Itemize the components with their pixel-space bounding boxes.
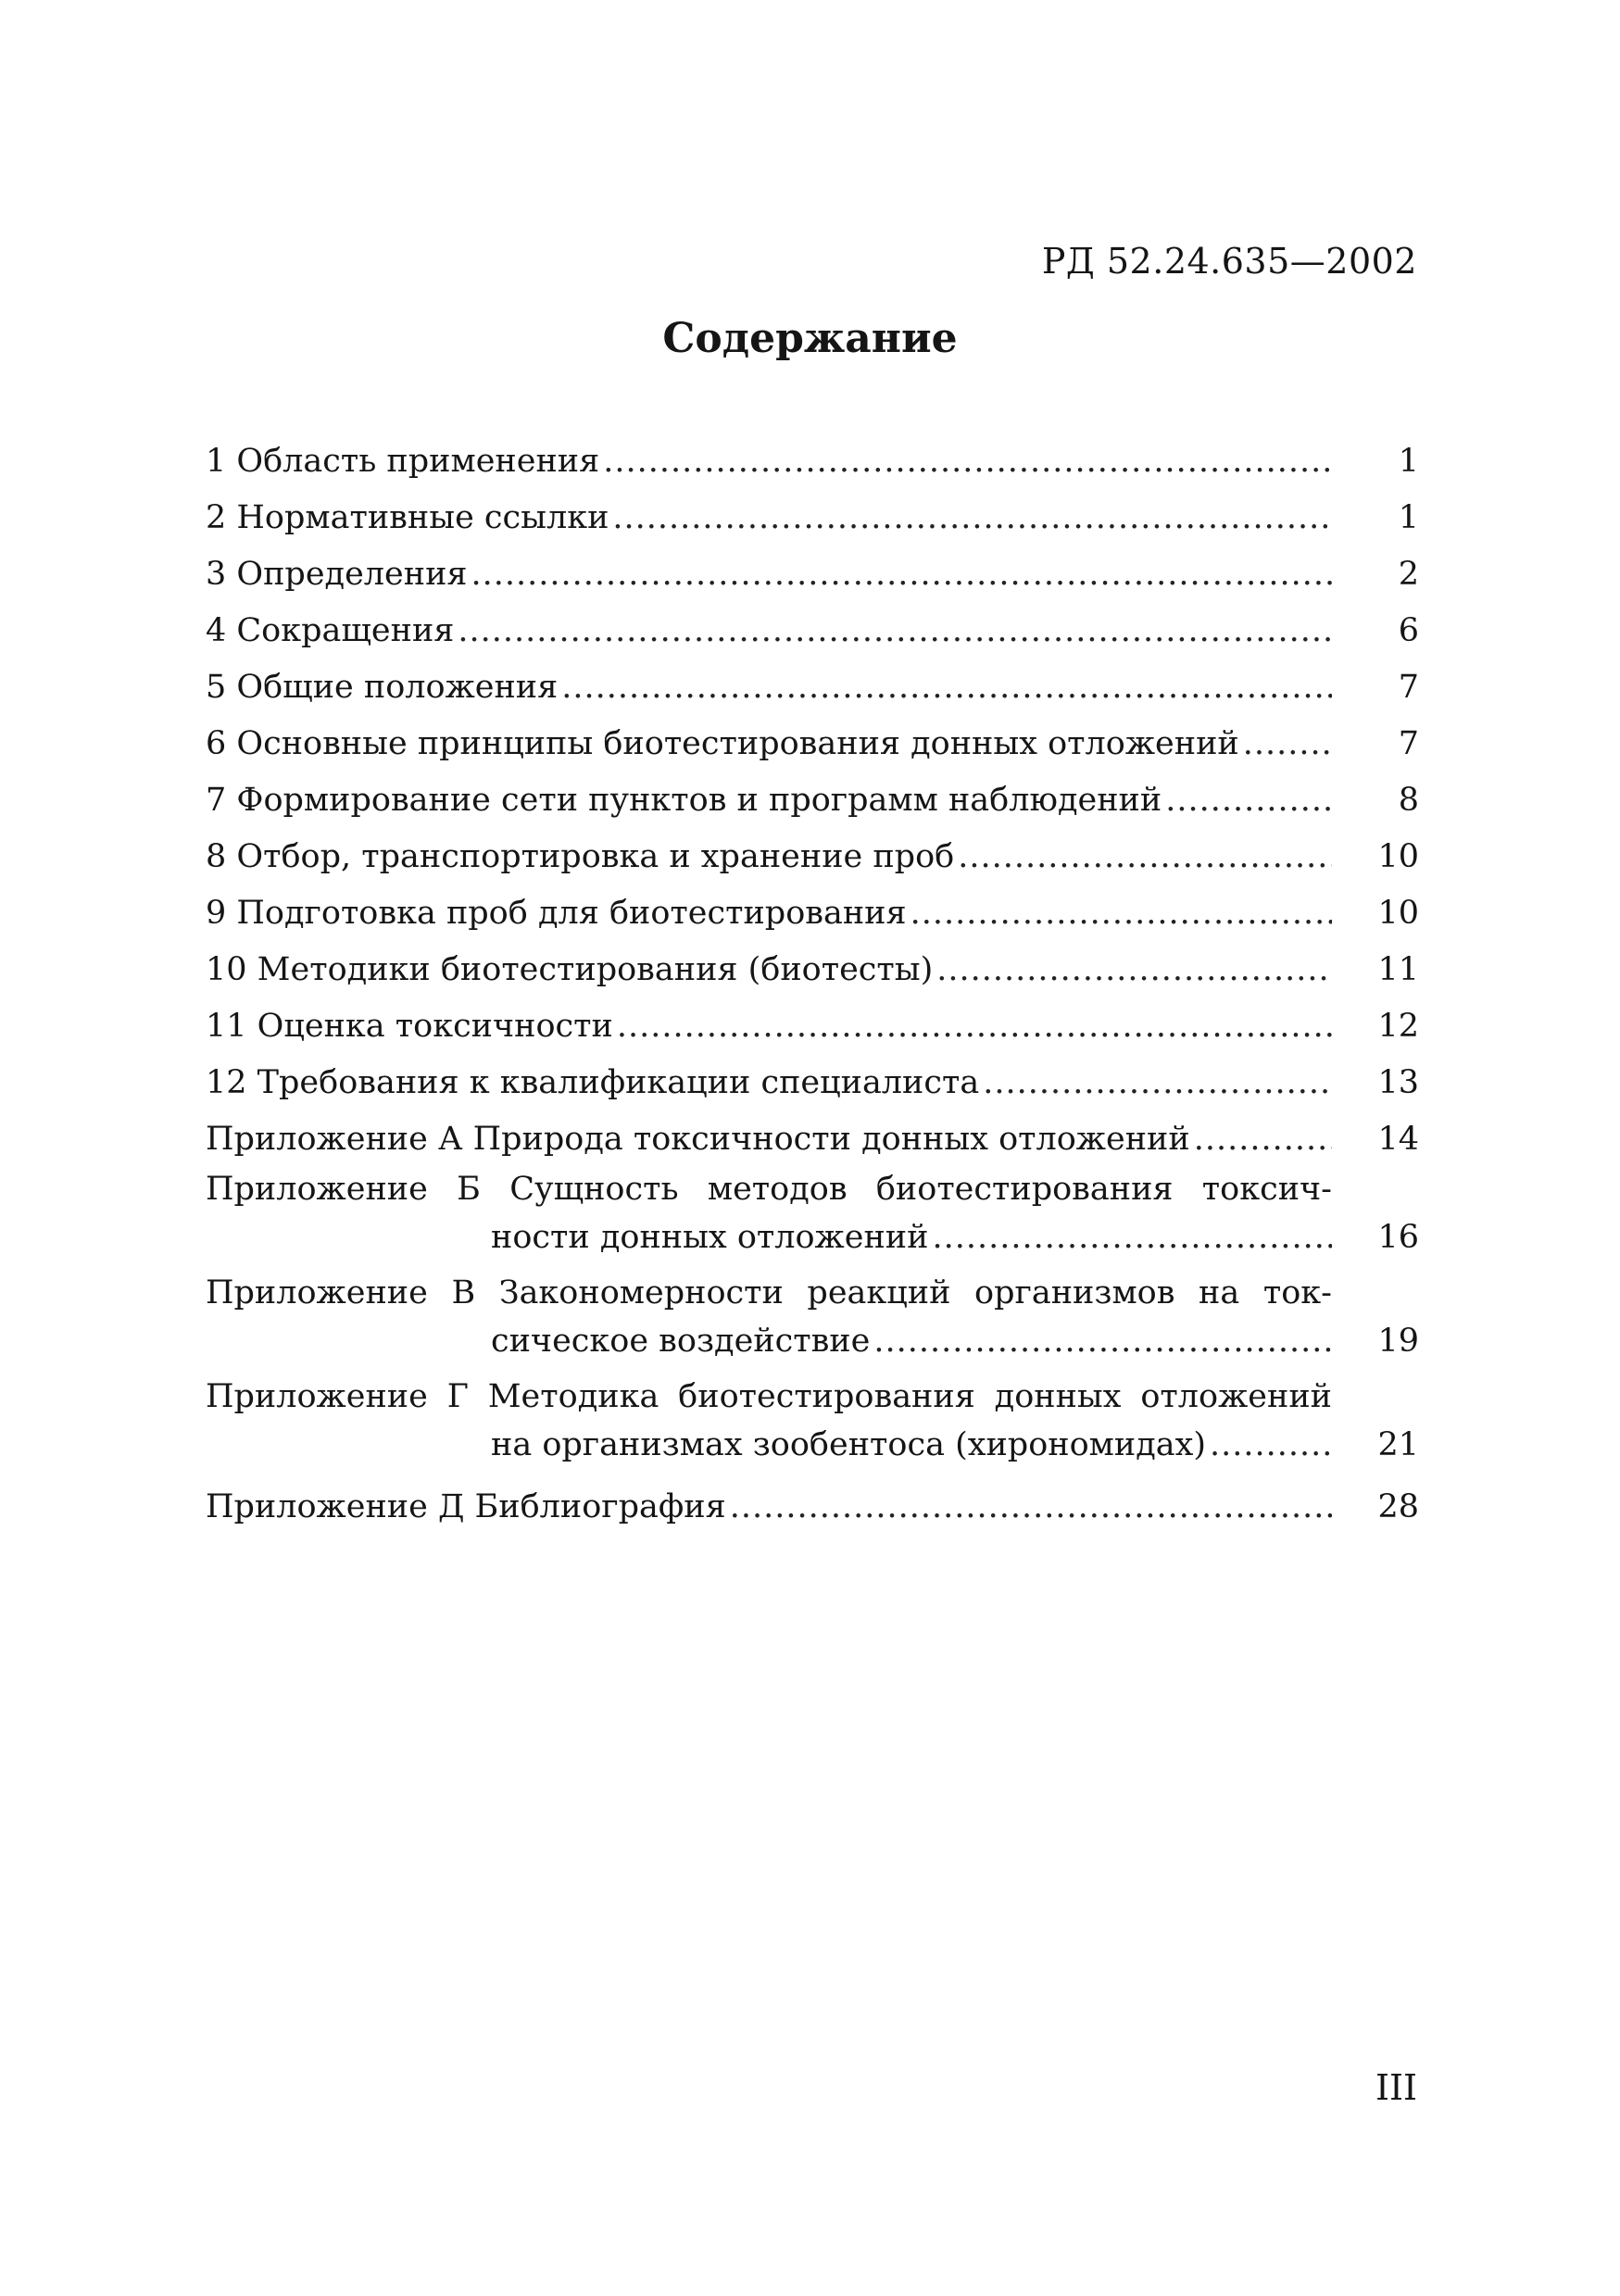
toc-entry-page: 2 <box>1398 556 1419 593</box>
page-title: Содержание <box>662 315 958 362</box>
toc-entry-text: 12 Требования к квалификации специалиста <box>206 1064 980 1101</box>
toc-entry-text: Приложение Д Библиография <box>206 1488 726 1525</box>
toc-entry-text: 5 Общие положения <box>206 669 559 706</box>
toc-entry-page: 13 <box>1377 1064 1419 1101</box>
toc-entry-page: 21 <box>1377 1426 1419 1463</box>
toc-entry[interactable] <box>206 657 1419 713</box>
toc-entry[interactable] <box>206 1052 1419 1109</box>
toc-entry-text: 8 Отбор, транспортировка и хранение проб <box>206 838 955 875</box>
toc-entry-text: 7 Формирование сети пунктов и программ наблюдений <box>206 782 1162 819</box>
dot-leader <box>873 1317 1332 1365</box>
toc-entry-text-line1: Приложение Г Методика биотестирования донных отложений <box>206 1378 1332 1415</box>
toc-entry-text: 1 Область применения <box>206 443 600 480</box>
dot-leader <box>617 1001 1332 1052</box>
toc-entry-page: 12 <box>1377 1008 1419 1045</box>
dot-leader <box>612 493 1332 544</box>
dot-leader <box>1210 1421 1332 1469</box>
toc-entry-page: 19 <box>1377 1323 1419 1360</box>
toc-entry-text: 10 Методики биотестирования (биотесты) <box>206 951 934 988</box>
toc-entry-page: 6 <box>1398 612 1419 649</box>
toc-entry[interactable] <box>206 770 1419 826</box>
toc-entry-text-line1: Приложение Б Сущность методов биотестирования токсич- <box>206 1171 1332 1208</box>
toc-entry[interactable] <box>206 1476 1419 1533</box>
toc-entry[interactable] <box>206 600 1419 657</box>
document-code: РД 52.24.635—2002 <box>1041 241 1417 282</box>
toc-entry-page: 7 <box>1398 669 1419 706</box>
toc-entry-appendix[interactable] <box>206 1269 1419 1365</box>
toc-entry[interactable] <box>206 713 1419 770</box>
toc-entry[interactable] <box>206 487 1419 544</box>
page-number: III <box>1375 2067 1417 2108</box>
toc-entry-text-line2: сическое воздействие <box>491 1323 871 1360</box>
toc-entry-text-line2: ности донных отложений <box>491 1219 929 1256</box>
dot-leader <box>936 945 1332 996</box>
toc-entry[interactable] <box>206 431 1419 487</box>
dot-leader <box>603 436 1332 487</box>
dot-leader <box>910 888 1332 939</box>
toc-entry-text: 3 Определения <box>206 556 468 593</box>
toc-entry-text: 9 Подготовка проб для биотестирования <box>206 895 907 932</box>
toc-entry[interactable] <box>206 996 1419 1052</box>
toc-entry-page: 10 <box>1377 838 1419 875</box>
toc-entry-page: 1 <box>1398 499 1419 536</box>
dot-leader <box>1165 775 1332 826</box>
toc-entry-text-line2: на организмах зообентоса (хирономидах) <box>491 1426 1207 1463</box>
table-of-contents <box>206 431 1419 1533</box>
toc-entry[interactable] <box>206 883 1419 939</box>
toc-entry[interactable] <box>206 826 1419 883</box>
toc-entry-appendix[interactable] <box>206 1373 1419 1469</box>
toc-entry[interactable] <box>206 544 1419 600</box>
dot-leader <box>958 832 1332 883</box>
toc-entry[interactable] <box>206 939 1419 996</box>
toc-entry-text: 11 Оценка токсичности <box>206 1008 613 1045</box>
toc-entry-page: 10 <box>1377 895 1419 932</box>
toc-entry[interactable] <box>206 1109 1419 1165</box>
toc-entry-page: 1 <box>1398 443 1419 480</box>
toc-entry-page: 7 <box>1398 725 1419 762</box>
toc-entry-page: 16 <box>1377 1219 1419 1256</box>
toc-entry-page: 11 <box>1377 951 1419 988</box>
dot-leader <box>1194 1114 1332 1165</box>
dot-leader <box>730 1482 1332 1533</box>
dot-leader <box>561 662 1332 713</box>
dot-leader <box>983 1058 1332 1109</box>
toc-entry-page: 14 <box>1377 1121 1419 1158</box>
toc-entry-page: 28 <box>1377 1488 1419 1525</box>
toc-entry-text: Приложение А Природа токсичности донных отложений <box>206 1121 1190 1158</box>
dot-leader <box>471 549 1332 600</box>
dot-leader <box>1243 719 1332 770</box>
dot-leader <box>932 1213 1332 1261</box>
toc-entry-text-line1: Приложение В Закономерности реакций организмов на ток- <box>206 1274 1332 1311</box>
toc-entry-text: 2 Нормативные ссылки <box>206 499 609 536</box>
toc-entry-text: 6 Основные принципы биотестирования донных отложений <box>206 725 1239 762</box>
dot-leader <box>458 606 1332 657</box>
toc-entry-text: 4 Сокращения <box>206 612 455 649</box>
toc-entry-page: 8 <box>1398 782 1419 819</box>
toc-entry-appendix[interactable] <box>206 1165 1419 1261</box>
